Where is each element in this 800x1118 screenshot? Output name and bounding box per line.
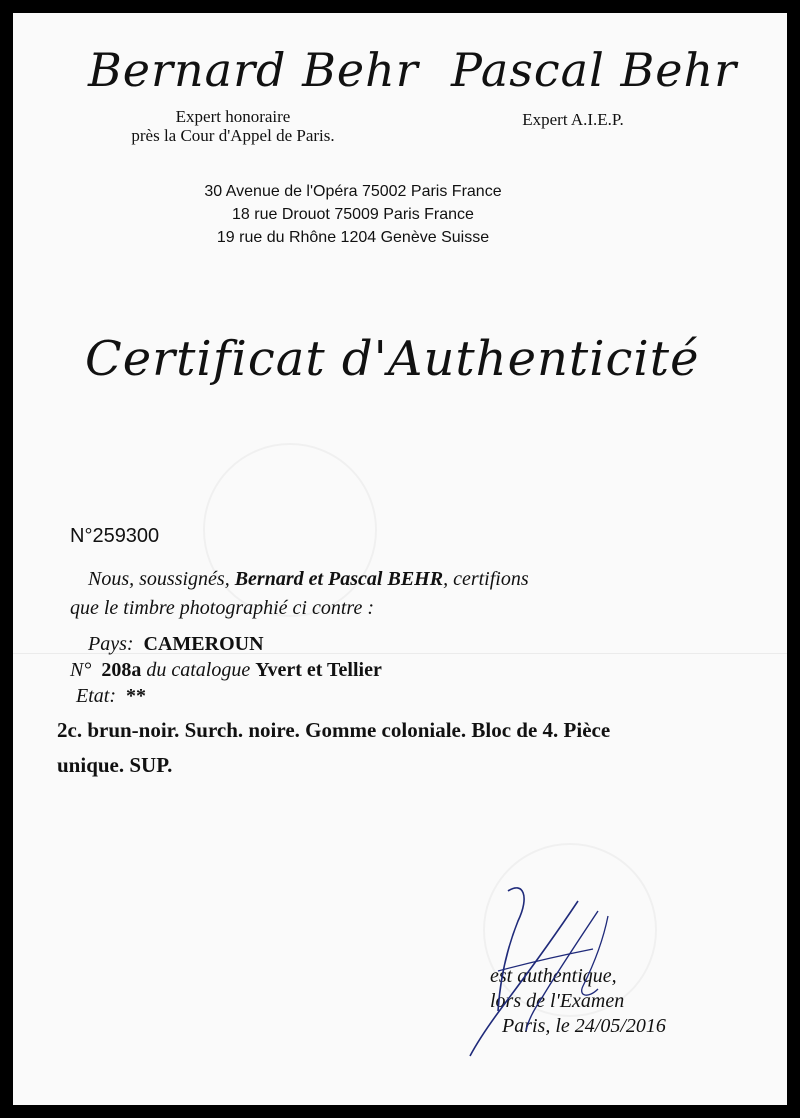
etat-value: **: [126, 685, 146, 707]
description-line-2: unique. SUP.: [57, 753, 173, 777]
header-right-name: Pascal Behr: [451, 43, 738, 97]
certificate-title: Certificat d'Authenticité: [85, 331, 700, 387]
address-line: 19 rue du Rhône 1204 Genève Suisse: [216, 229, 490, 246]
pays-row: [88, 633, 264, 656]
left-expert-title: Expert honoraire: [175, 107, 291, 126]
pays-value: CAMEROUN: [143, 633, 264, 655]
expert-names: Bernard et Pascal BEHR: [234, 568, 444, 590]
left-expert-court: près la Cour d'Appel de Paris.: [131, 126, 335, 145]
pays-label: Pays:: [88, 633, 134, 655]
handwritten-signature: [448, 871, 628, 1071]
etat-label: Etat:: [76, 685, 116, 707]
closing-line-2: lors de l'Examen: [490, 990, 625, 1012]
address-line: 18 rue Drouot 75009 Paris France: [232, 206, 474, 223]
right-expert-title: Expert A.I.E.P.: [522, 110, 624, 129]
catalogue-row: [70, 659, 382, 682]
certificate-number: N°259300: [70, 525, 160, 547]
catalogue-name: Yvert et Tellier: [255, 659, 382, 681]
header-left-name: Bernard Behr: [88, 43, 419, 97]
catalogue-label: du catalogue: [146, 659, 251, 681]
number-label: N°: [70, 659, 92, 681]
certificate-page: [13, 13, 787, 1105]
closing-date: Paris, le 24/05/2016: [502, 1015, 666, 1037]
closing-line-1: est authentique,: [490, 965, 617, 987]
intro-line-1: Nous, soussignés, Bernard et Pascal BEHR, certifions: [88, 568, 529, 590]
description-line-1: 2c. brun-noir. Surch. noire. Gomme coloniale. Bloc de 4. Pièce: [57, 718, 611, 742]
intro-line-2: que le timbre photographié ci contre :: [70, 597, 375, 619]
etat-row: [76, 685, 146, 708]
catalogue-number: 208a: [101, 659, 142, 681]
address-line: 30 Avenue de l'Opéra 75002 Paris France: [204, 183, 502, 200]
